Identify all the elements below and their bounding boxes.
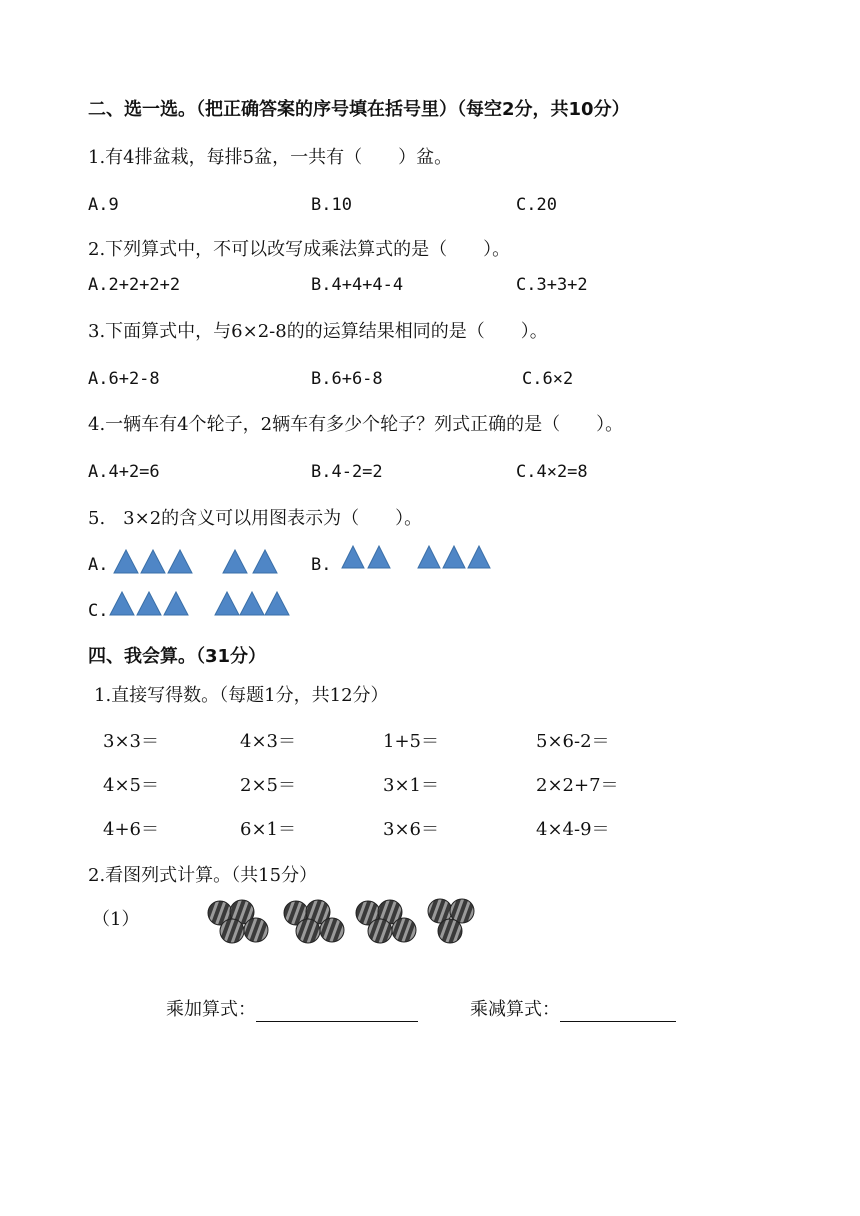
multiply-add-row [166,998,418,1022]
watermelon-groups [204,893,484,951]
option-c-triangles [108,589,298,617]
question-1-option-b: B.10 [311,195,352,215]
question-1-option-c: C.20 [516,195,557,215]
question-3-stem: 3.下面算式中，与6×2-8的的运算结果相同的是（ ）。 [88,321,548,342]
question-2-stem: 2.下列算式中，不可以改写成乘法算式的是（ ）。 [88,239,511,260]
watermelon-group-2 [284,900,344,943]
triangle-icon [223,550,247,573]
triangle-icon [265,592,289,615]
calc-item: 6×1＝ [240,819,296,840]
triangle-icon [137,592,161,615]
watermelon-icon [320,918,344,942]
question-3-option-b: B.6+6-8 [311,369,383,389]
watermelon-icon [392,918,416,942]
triangle-icon [443,546,465,568]
section-2-title: 二、选一选。（把正确答案的序号填在括号里）（每空2分，共10分） [88,99,630,120]
question-5-option-a: A. [88,555,109,575]
watermelon-group-1 [208,900,268,943]
watermelon-icon [368,919,392,943]
triangle-icon [240,592,264,615]
watermelon-group-3 [356,900,416,943]
calc-item: 3×3＝ [103,731,159,752]
triangle-icon [168,550,192,573]
question-2-option-c: C.3+3+2 [516,275,588,295]
multiply-sub-label: 乘减算式： [470,999,560,1020]
calc-item: 2×5＝ [240,775,296,796]
question-5-stem: 5. 3×2的含义可以用图表示为（ ）。 [88,508,423,529]
question-4-stem: 4.一辆车有4个轮子，2辆车有多少个轮子？列式正确的是（ ）。 [88,414,624,435]
question-2-option-a: A.2+2+2+2 [88,275,181,295]
calc-item: 5×6-2＝ [536,731,610,752]
option-a-triangles [112,547,292,575]
question-1-stem: 1.有4排盆栽，每排5盆，一共有（ ）盆。 [88,147,453,168]
option-b-triangles [340,543,500,571]
question-1-option-a: A.9 [88,195,119,215]
multiply-sub-row [470,998,676,1022]
section-4-title: 四、我会算。（31分） [88,646,267,667]
calc-item: 2×2+7＝ [536,775,619,796]
calc-item: 1+5＝ [383,731,439,752]
calc-item: 3×1＝ [383,775,439,796]
part-2-title: 2.看图列式计算。（共15分） [88,865,318,886]
triangle-icon [468,546,490,568]
triangle-icon [215,592,239,615]
item-1-label: （1） [92,909,140,930]
watermelon-icon [296,919,320,943]
triangle-icon [110,592,134,615]
question-4-option-a: A.4+2=6 [88,462,160,482]
triangle-icon [418,546,440,568]
question-5-option-c: C. [88,601,109,621]
question-4-option-b: B.4-2=2 [311,462,383,482]
multiply-add-answer-line[interactable] [256,1003,418,1022]
triangle-icon [164,592,188,615]
question-2-option-b: B.4+4+4-4 [311,275,404,295]
calc-item: 4+6＝ [103,819,159,840]
triangle-icon [342,546,364,568]
triangle-icon [114,550,138,573]
multiply-add-label: 乘加算式： [166,999,256,1020]
calc-item: 4×5＝ [103,775,159,796]
calc-item: 4×4-9＝ [536,819,610,840]
question-3-option-c: C.6×2 [522,369,574,389]
question-3-option-a: A.6+2-8 [88,369,160,389]
multiply-sub-answer-line[interactable] [560,1003,676,1022]
calc-item: 4×3＝ [240,731,296,752]
watermelon-icon [220,919,244,943]
triangle-icon [253,550,277,573]
question-4-option-c: C.4×2=8 [516,462,588,482]
watermelon-group-4 [428,899,474,943]
watermelon-icon [438,919,462,943]
question-5-option-b: B. [311,555,332,575]
part-1-title: 1.直接写得数。（每题1分，共12分） [94,685,389,706]
watermelon-icon [244,918,268,942]
calc-item: 3×6＝ [383,819,439,840]
triangle-icon [368,546,390,568]
triangle-icon [141,550,165,573]
